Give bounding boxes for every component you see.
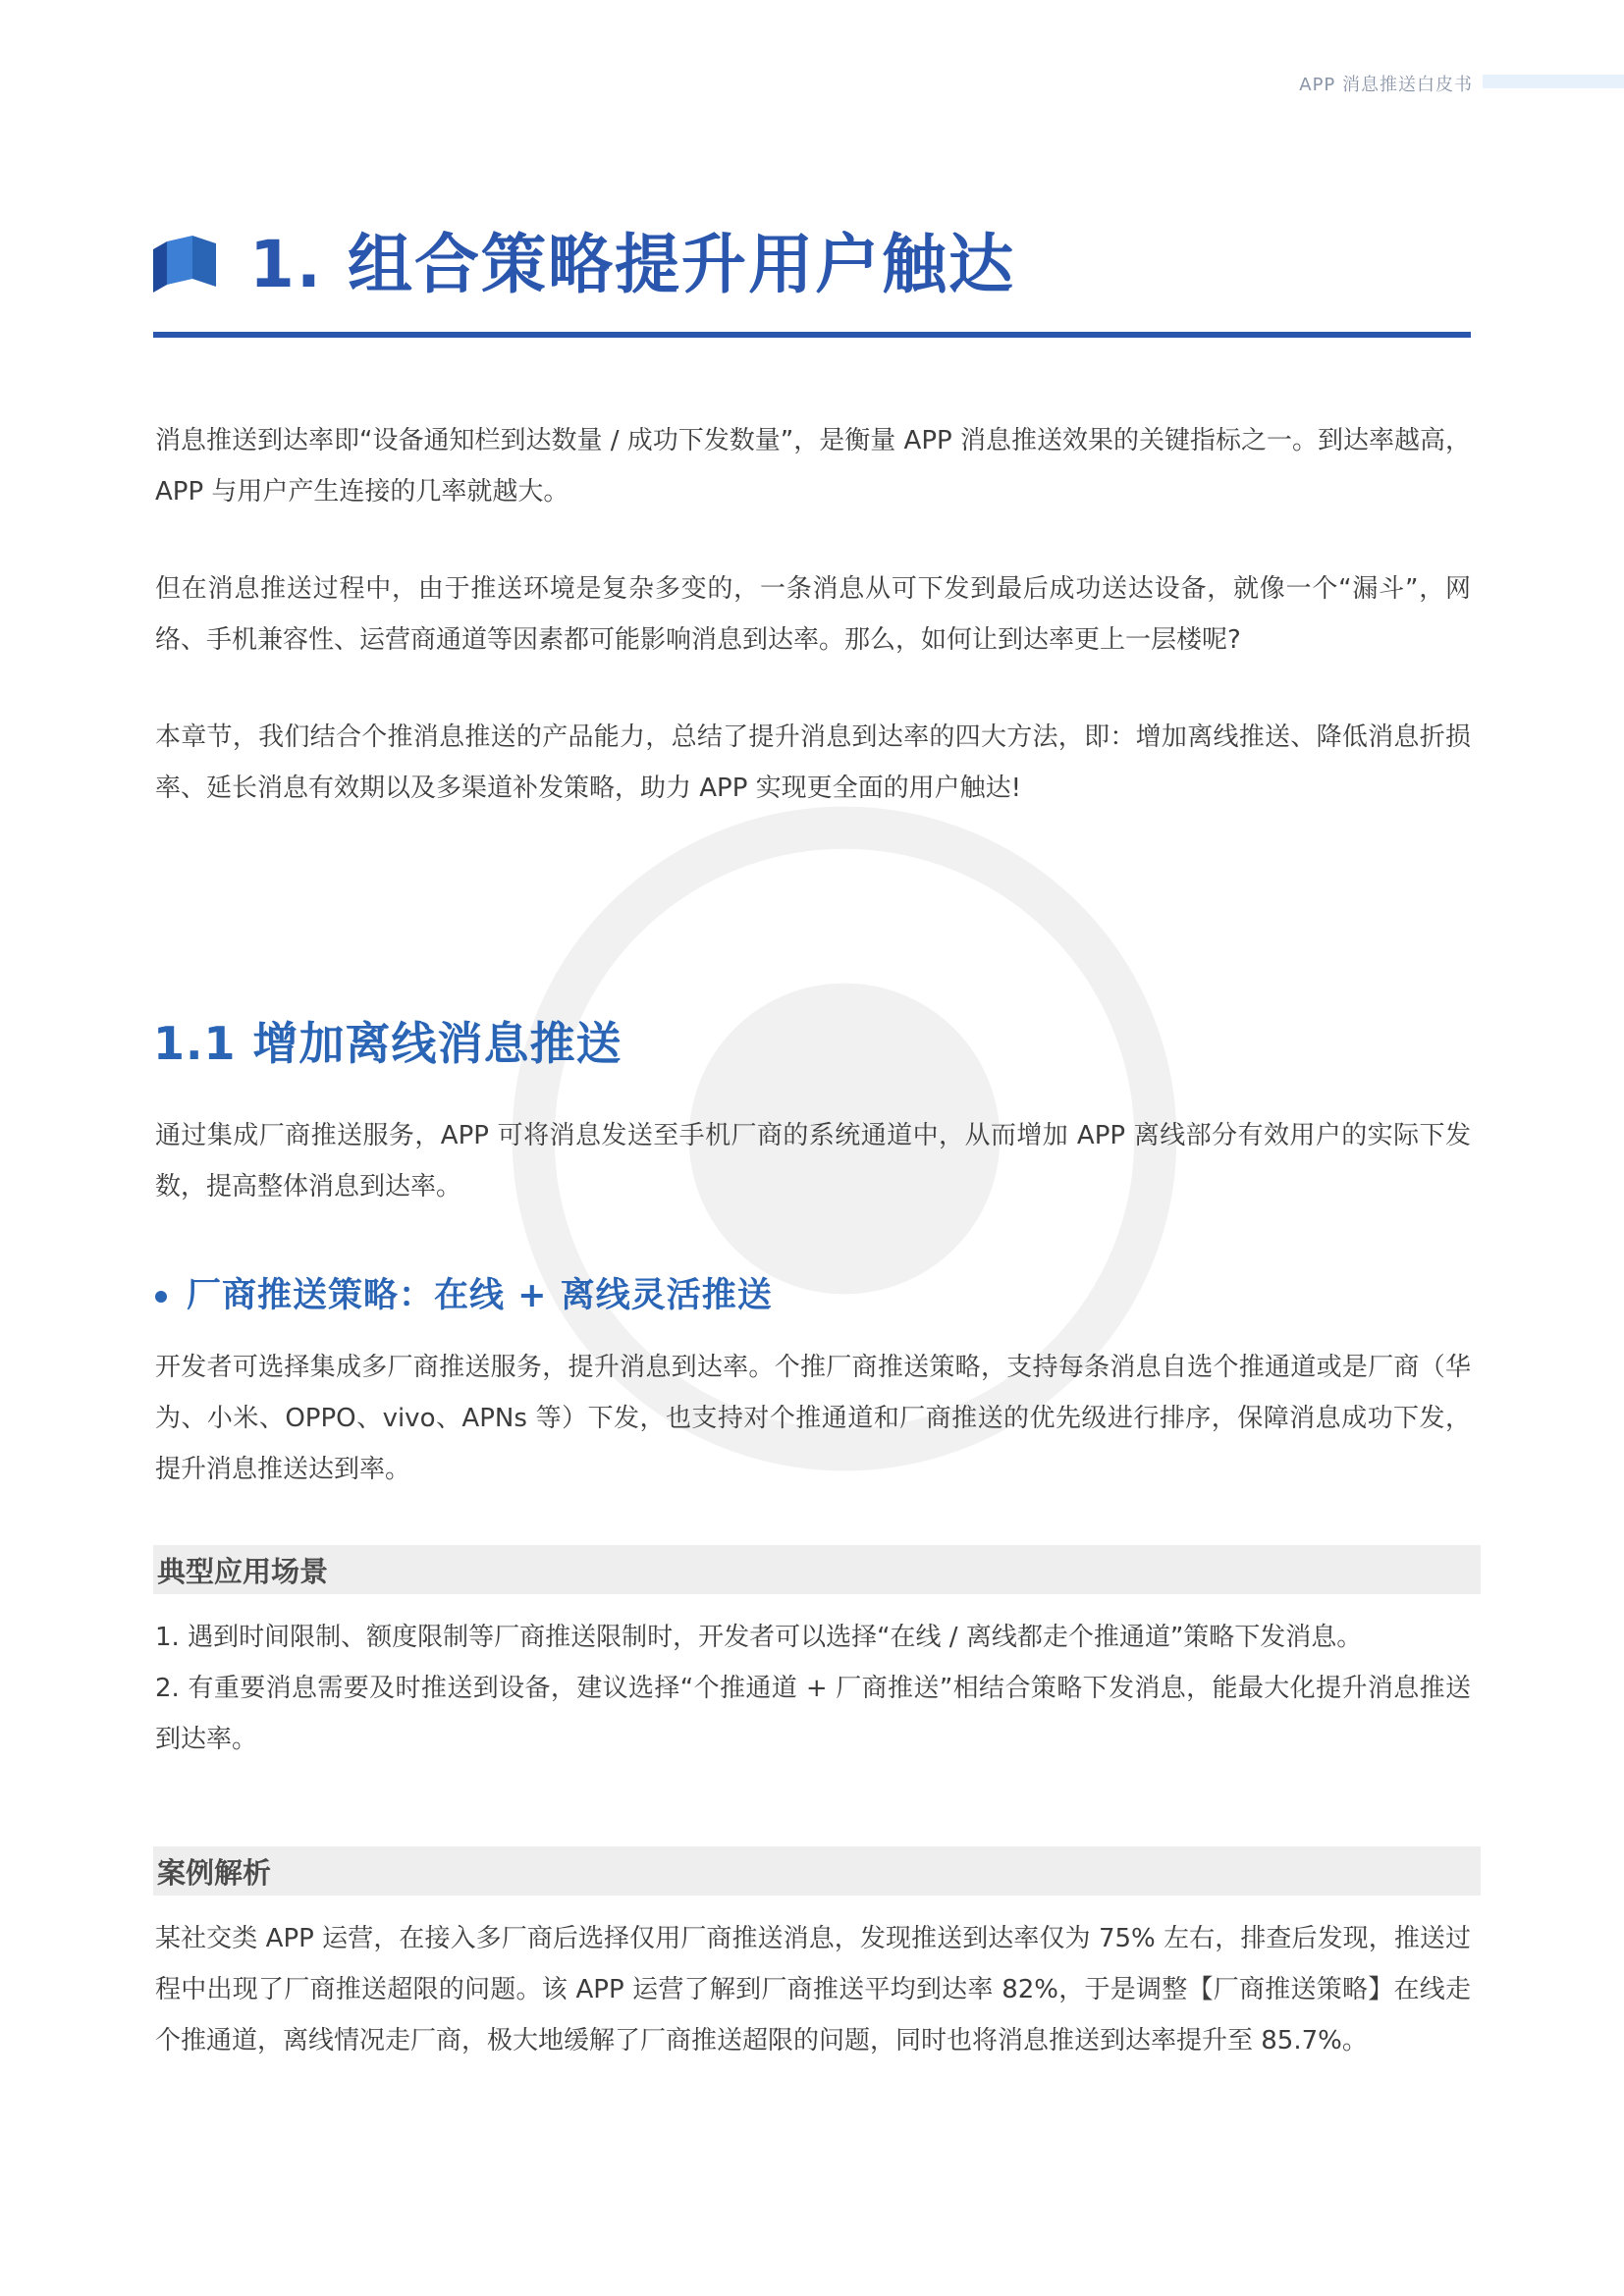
running-header: APP 消息推送白皮书 [1299, 75, 1473, 95]
intro-paragraph-1: 消息推送到达率即“设备通知栏到达数量 / 成功下发数量”，是衡量 APP 消息推送效果的关键指标之一。到达率越高，APP 与用户产生连接的几率就越大。 [155, 426, 1471, 507]
scenario-item: 1. 遇到时间限制、额度限制等厂商推送限制时，开发者可以选择“在线 / 离线都走个推通道”策略下发消息。 [155, 1623, 1363, 1652]
intro-paragraph-2: 但在消息推送过程中，由于推送环境是复杂多变的，一条消息从可下发到最后成功送达设备，就像一个“漏斗”，网络、手机兼容性、运营商通道等因素都可能影响消息到达率。那么，如何让到达率更上一层楼呢? [155, 574, 1471, 655]
scenarios-label: 典型应用场景 [157, 1554, 329, 1588]
intro-paragraph-3: 本章节，我们结合个推消息推送的产品能力，总结了提升消息到达率的四大方法，即：增加离线推送、降低消息折损率、延长消息有效期以及多渠道补发策略，助力 APP 实现更全面的用户触达! [155, 722, 1471, 803]
case-study-body: 某社交类 APP 运营，在接入多厂商后选择仅用厂商推送消息，发现推送到达率仅为 75% 左右，排查后发现，推送过程中出现了厂商推送超限的问题。该 APP 运营了解到厂商推送平均到达率 82%，于是调整【厂商推送策略】在线走个推通道，离线情况走厂商，极大地缓解了厂商推送超限的问题，同时也将消息推送到达率提升至 85.7%。 [155, 1924, 1471, 2056]
section-intro: 通过集成厂商推送服务，APP 可将消息发送至手机厂商的系统通道中，从而增加 APP 离线部分有效用户的实际下发数，提高整体消息到达率。 [155, 1121, 1471, 1201]
chapter-divider [153, 332, 1471, 338]
strategy-body: 开发者可选择集成多厂商推送服务，提升消息到达率。个推厂商推送策略，支持每条消息自选个推通道或是厂商（华为、小米、OPPO、vivo、APNs 等）下发，也支持对个推通道和厂商推送的优先级进行排序，保障消息成功下发，提升消息推送达到率。 [155, 1353, 1471, 1484]
strategy-heading-text: 厂商推送策略：在线 + 离线灵活推送 [187, 1276, 773, 1315]
strategy-heading [155, 1276, 773, 1315]
case-study-label: 案例解析 [157, 1855, 272, 1890]
chapter-header [153, 224, 1015, 306]
chapter-title: 1. 组合策略提升用户触达 [249, 227, 1015, 302]
scenario-item: 2. 有重要消息需要及时推送到设备，建议选择“个推通道 + 厂商推送”相结合策略下发消息，能最大化提升消息推送到达率。 [155, 1674, 1471, 1754]
case-study-label-box [153, 1846, 1481, 1896]
section-title: 1.1 增加离线消息推送 [153, 1017, 623, 1070]
header-accent-bar [1483, 75, 1624, 88]
book-icon [153, 236, 216, 294]
scenarios-label-box [153, 1545, 1481, 1594]
bullet-icon [155, 1291, 167, 1303]
